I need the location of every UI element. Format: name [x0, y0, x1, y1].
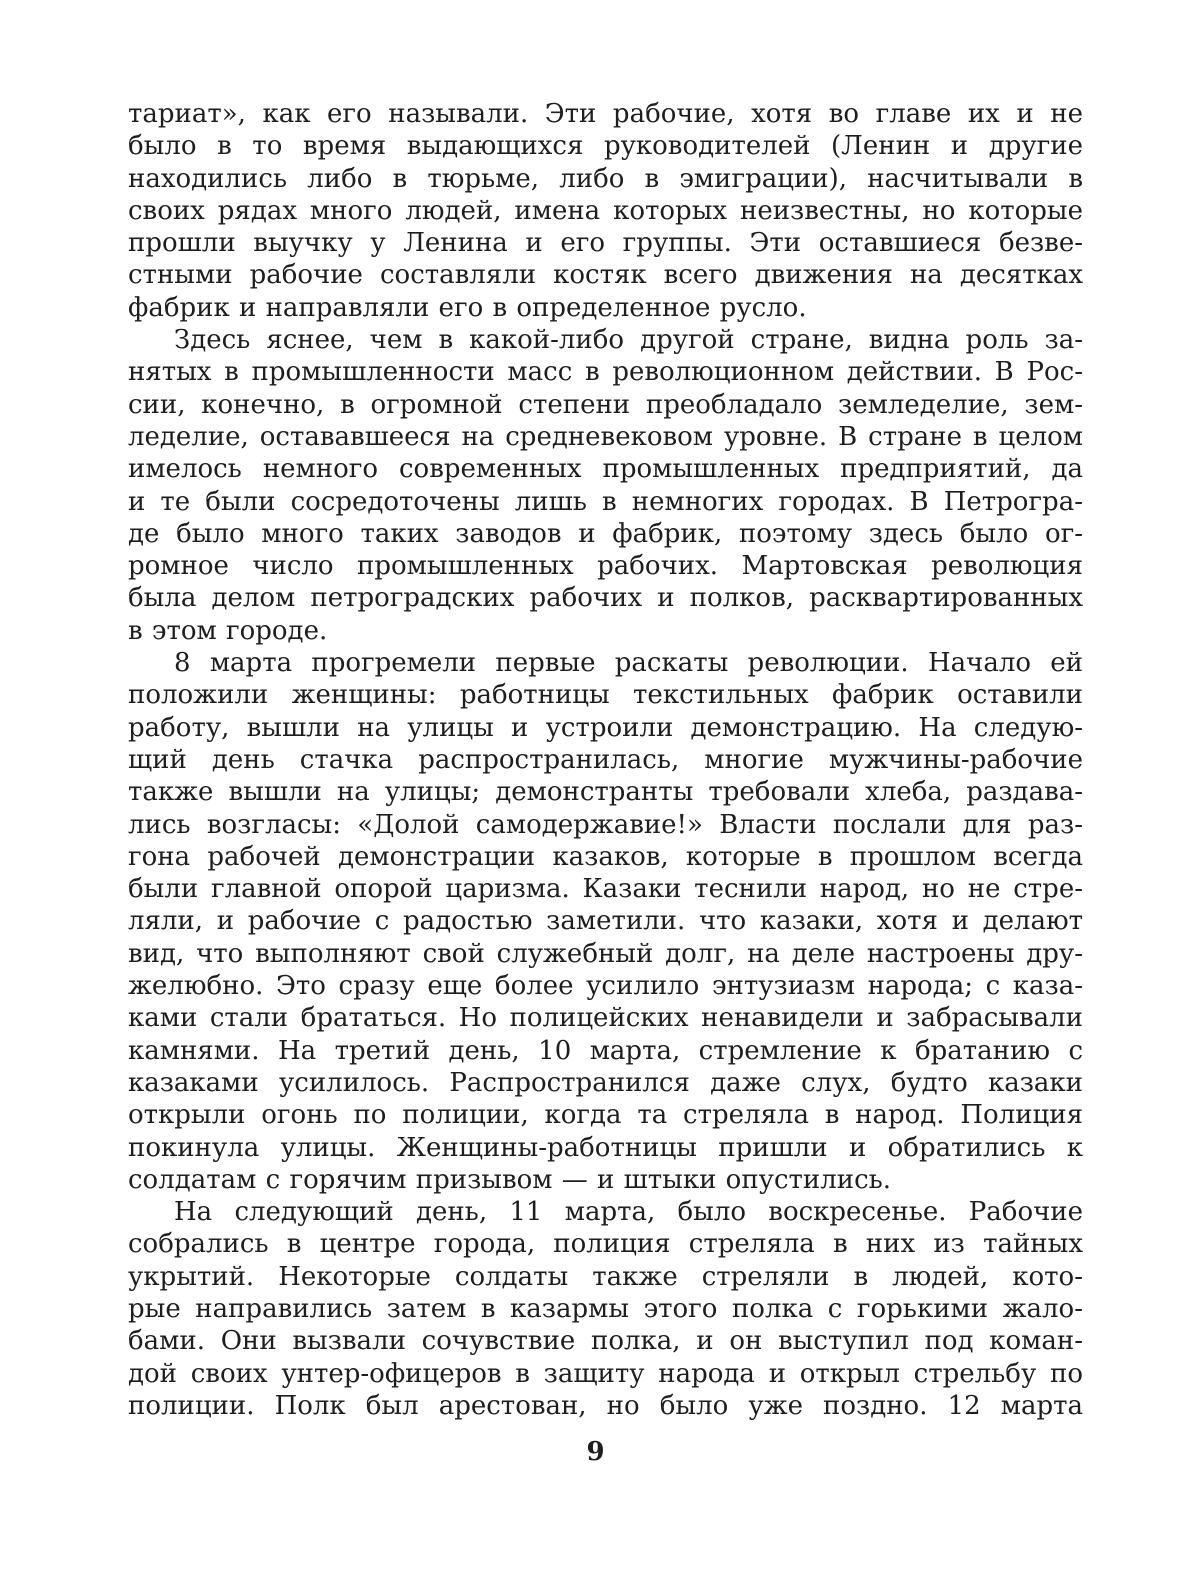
text-line: нятых в промышленности масс в революционном действии. В Рос- — [128, 357, 1083, 388]
text-line: была делом петроградских рабочих и полков, расквартированных — [128, 583, 1083, 614]
text-line: фабрик и направляли его в определенное русло. — [128, 292, 807, 323]
text-line: бами. Они вызвали сочувствие полка, и он выступил под коман- — [128, 1326, 1083, 1357]
text-line: открыли огонь по полиции, когда та стреляла в народ. Полиция — [128, 1100, 1083, 1131]
text-line: дой своих унтер-офицеров в защиту народа и открыл стрельбу по — [128, 1358, 1083, 1389]
text-line: также вышли на улицы; демонстранты требовали хлеба, раздава- — [128, 777, 1083, 808]
text-line: положили женщины: работницы текстильных фабрик оставили — [128, 680, 1083, 711]
text-line: казаками усилилось. Распространился даже слух, будто казаки — [128, 1067, 1083, 1098]
text-line: имелось немного современных промышленных предприятий, да — [128, 454, 1083, 485]
body-text — [128, 98, 1083, 1422]
text-line: ками стали брататься. Но полицейских ненавидели и забрасывали — [128, 1003, 1083, 1034]
text-line: гона рабочей демонстрации казаков, которые в прошлом всегда — [128, 841, 1083, 872]
text-line: Здесь яснее, чем в какой-либо другой стране, видна роль за- — [174, 325, 1083, 356]
text-line: было в то время выдающихся руководителей (Ленин и другие — [128, 131, 1083, 162]
text-line: прошли выучку у Ленина и его группы. Эти оставшиеся безве- — [128, 228, 1083, 259]
text-line: де было много таких заводов и фабрик, поэтому здесь было ог- — [128, 518, 1083, 549]
text-line: в этом городе. — [128, 615, 328, 646]
text-line: рые направились затем в казармы этого полка с горькими жало- — [128, 1293, 1083, 1324]
text-line: укрытий. Некоторые солдаты также стреляли в людей, кото- — [128, 1261, 1083, 1292]
text-line: тариат», как его называли. Эти рабочие, хотя во главе их и не — [128, 99, 1083, 129]
text-line: работу, вышли на улицы и устроили демонстрацию. На следую- — [128, 712, 1083, 743]
text-line: 8 марта прогремели первые раскаты революции. Начало ей — [174, 648, 1083, 679]
text-line: находились либо в тюрьме, либо в эмиграции), насчитывали в — [128, 163, 1083, 194]
text-line: сии, конечно, в огромной степени преобладало земледелие, зем- — [128, 389, 1083, 420]
text-line: На следующий день, 11 марта, было воскресенье. Рабочие — [174, 1197, 1083, 1228]
text-line: щий день стачка распространилась, многие мужчины-рабочие — [128, 744, 1083, 775]
text-line: леделие, остававшееся на средневековом уровне. В стране в целом — [128, 421, 1083, 452]
text-line: солдатам с горячим призывом — и штыки опустились. — [128, 1164, 892, 1195]
text-line: камнями. На третий день, 10 марта, стремление к братанию с — [128, 1035, 1083, 1066]
text-line: вид, что выполняют свой служебный долг, на деле настроены дру- — [128, 938, 1083, 969]
text-line: полиции. Полк был арестован, но было уже поздно. 12 марта — [128, 1390, 1083, 1421]
text-line: собрались в центре города, полиция стреляла в них из тайных — [128, 1229, 1083, 1260]
text-line: своих рядах много людей, имена которых неизвестны, но которые — [128, 195, 1083, 226]
text-line: лись возгласы: «Долой самодержавие!» Власти послали для раз- — [128, 809, 1083, 840]
text-line: и те были сосредоточены лишь в немногих городах. В Петрогра- — [128, 486, 1083, 517]
text-line: ромное число промышленных рабочих. Мартовская революция — [128, 551, 1083, 582]
text-line: желюбно. Это сразу еще более усилило энтузиазм народа; с каза- — [128, 971, 1083, 1002]
text-line: стными рабочие составляли костяк всего движения на десятках — [128, 260, 1083, 291]
text-line: были главной опорой царизма. Казаки теснили народ, но не стре- — [128, 874, 1083, 905]
text-line: покинула улицы. Женщины-работницы пришли и обратились к — [128, 1132, 1083, 1163]
text-line: ляли, и рабочие с радостью заметили. что казаки, хотя и делают — [128, 906, 1083, 937]
page-number: 9 — [586, 1437, 605, 1467]
